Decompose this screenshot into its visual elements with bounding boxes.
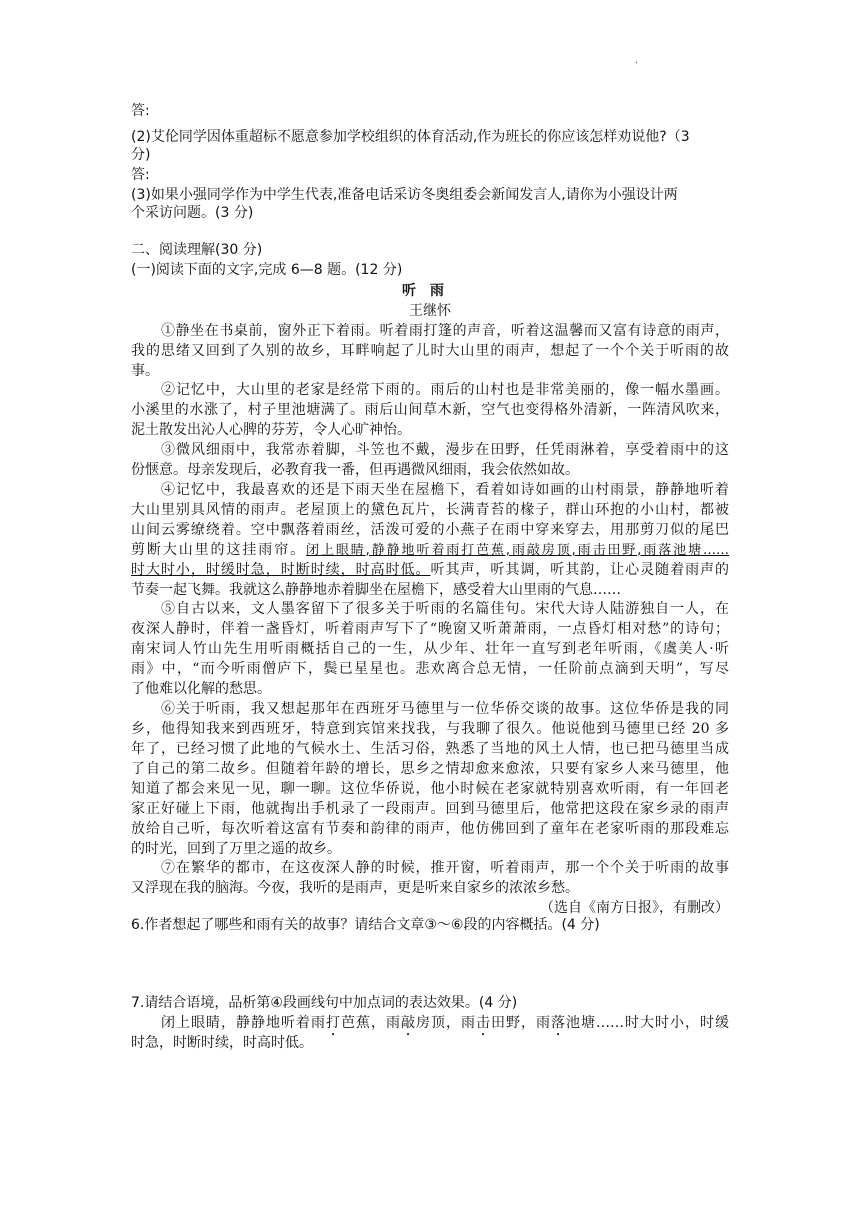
paragraph-2-line: 泥土散发出沁人心脾的芬芳，令人心旷神怡。	[131, 422, 411, 438]
paragraph-4-line: 剪断大山里的这挂雨帘。闭上眼睛,静静地听着雨打芭蕉,雨敲房顶,雨击田野,雨落池塘……	[131, 542, 730, 558]
answer-label: 答:	[131, 103, 150, 119]
article-title: 听雨	[402, 283, 458, 299]
emphasis-word: 落	[551, 1015, 566, 1031]
article-author: 王继怀	[409, 303, 451, 319]
emphasis-word: 打	[326, 1015, 341, 1031]
paragraph-4-line: 节奏一起飞舞。我就这么静静地赤着脚坐在屋檐下，感受着大山里雨的气息……	[131, 582, 621, 598]
answer-label: 答:	[131, 167, 150, 183]
paragraph-5-line: 南宋词人竹山先生用听雨概括自己的一生，从少年、壮年一直写到老年听雨，《虞美人·听	[131, 641, 729, 657]
paragraph-5-line: 了他难以化解的愁思。	[131, 681, 271, 697]
paragraph-6-line: 知道了都会来见一见，聊一聊。这位华侨说，他小时候在老家就特别喜欢听雨，有一年回老	[131, 781, 729, 797]
paragraph-2-line: ②记忆中，大山里的老家是经常下雨的。雨后的山村也是非常美丽的，像一幅水墨画。	[161, 382, 729, 398]
underlined-sentence: 闭上眼睛,静静地听着雨打芭蕉,雨敲房顶,雨击田野,雨落池塘……	[306, 543, 730, 558]
section-subheading: (一)阅读下面的文字,完成 6—8 题。(12 分)	[131, 262, 403, 278]
question-7-quote-line: 闭上眼睛，静静地听着雨打芭蕉，雨敲房顶，雨击田野，雨落池塘……时大时小，时缓	[161, 1015, 729, 1031]
underlined-sentence: 时大时小，时缓时急，时断时续，时高时低。	[131, 562, 431, 578]
paragraph-6-line: 家正好碰上下雨，他就掏出手机录了一段雨声。回到马德里后，他常把这段在家乡录的雨声	[131, 801, 729, 817]
paragraph-6-line: 乡，他得知我来到西班牙，特意到宾馆来找我，与我聊了很久。他说他到马德里已经 20 多	[131, 721, 729, 737]
paragraph-6-line: ⑥关于听雨，我又想起那年在西班牙马德里与一位华侨交谈的故事。这位华侨是我的同	[161, 701, 729, 717]
question-2-line-1: (2)艾伦同学因体重超标不愿意参加学校组织的体育活动,作为班长的你应该怎样劝说他?（3	[131, 129, 690, 145]
paragraph-4-line: 大山里别具风情的雨声。老屋顶上的黛色瓦片，长满青苔的椽子，群山环抱的小山村，都被	[131, 502, 729, 518]
paragraph-7-line: 又浮现在我的脑海。今夜，我听的是雨声，更是听来自家乡的浓浓乡愁。	[131, 880, 579, 896]
paragraph-1-line: ①静坐在书桌前，窗外正下着雨。听着雨打篷的声音，听着这温馨而又富有诗意的雨声，	[161, 323, 729, 339]
article-source: （选自《南方日报》，有删改）	[540, 900, 729, 916]
paragraph-3-line: ③微风细雨中，我常赤着脚，斗笠也不戴，漫步在田野，任凭雨淋着，享受着雨中的这	[161, 442, 729, 458]
question-3-line-1: (3)如果小强同学作为中学生代表,准备电话采访冬奥组委会新闻发言人,请你为小强设计两	[131, 187, 678, 203]
paragraph-1-line: 我的思绪又回到了久别的故乡，耳畔响起了儿时大山里的雨声，想起了一个个关于听雨的故	[131, 343, 729, 359]
paragraph-2-line: 小溪里的水涨了，村子里池塘满了。雨后山间草木新，空气也变得格外清新，一阵清风吹来，	[131, 402, 729, 418]
emphasis-word: 击	[476, 1015, 491, 1031]
exam-page: · 答: (2)艾伦同学因体重超标不愿意参加学校组织的体育活动,作为班长的你应该怎样劝说他?（3 分) 答: (3)如果小强同学作为中学生代表,准备电话采访冬奥组委会新闻发言人,请你为小强设计两 个采访问题。(3 分) 二、阅读理解(30 分) (一)阅读下面的文字,完成 6—8 题。(12 分) 听雨 王继怀 ①静坐在书桌前，窗外正下着雨。听着雨打篷的声音，听着这温馨而又富有诗意的雨声， 我的思绪又回到了久别的故乡，耳畔响起了儿时大山里的雨声，想起了一个个关于听雨的故 事。 ②记忆中，大山里的老家是经常下雨的。雨后的山村也是非常美丽的，像一幅水墨画。 小溪里的水涨了，村子里池塘满了。雨后山间草木新，空气也变得格外清新，一阵清风吹来， 泥土散发出沁人心脾的芬芳，令人心旷神怡。 ③微风细雨中，我常赤着脚，斗笠也不戴，漫步在田野，任凭雨淋着，享受着雨中的这 份惬意。母亲发现后，必教育我一番，但再遇微风细雨，我会依然如故。 ④记忆中，我最喜欢的还是下雨天坐在屋檐下，看着如诗如画的山村雨景，静静地听着 大山里别具风情的雨声。老屋顶上的黛色瓦片，长满青苔的椽子，群山环抱的小山村，都被 山间云雾缭绕着。空中飘落着雨丝，活泼可爱的小燕子在雨中穿来穿去，用那剪刀似的尾巴 剪断大山里的这挂雨帘。闭上眼睛,静静地听着雨打芭蕉,雨敲房顶,雨击田野,雨落池塘…… 时大时小，时缓时急，时断时续，时高时低。听其声，听其调，听其韵，让心灵随着雨声的 节奏一起飞舞。我就这么静静地赤着脚坐在屋檐下，感受着大山里雨的气息…… ⑤自古以来，文人墨客留下了很多关于听雨的名篇佳句。宋代大诗人陆游独自一人，在 夜深人静时，伴着一盏昏灯，听着雨声写下了“晚窗又听萧萧雨，一点昏灯相对愁”的诗句； 南宋词人竹山先生用听雨概括自己的一生，从少年、壮年一直写到老年听雨，《虞美人·听 雨》中，“而今听雨僧庐下，鬓已星星也。悲欢离合总无情，一任阶前点滴到天明”，写尽 了他难以化解的愁思。 ⑥关于听雨，我又想起那年在西班牙马德里与一位华侨交谈的故事。这位华侨是我的同 乡，他得知我来到西班牙，特意到宾馆来找我，与我聊了很久。他说他到马德里已经 20 多 年了，已经习惯了此地的气候水土、生活习俗，熟悉了当地的风土人情，也已把马德里当成 了自己的第二故乡。但随着年龄的增长，思乡之情却愈来愈浓，只要有家乡人来马德里，他 知道了都会来见一见，聊一聊。这位华侨说，他小时候在老家就特别喜欢听雨，有一年回老 家正好碰上下雨，他就掏出手机录了一段雨声。回到马德里后，他常把这段在家乡录的雨声 放给自己听，每次听着这富有节奏和韵律的雨声，他仿佛回到了童年在老家听雨的那段难忘 的时光，回到了万里之遥的故乡。 ⑦在繁华的都市，在这夜深人静的时候，推开窗，听着雨声，那一个个关于听雨的故事 又浮现在我的脑海。今夜，我听的是雨声，更是听来自家乡的浓浓乡愁。 （选自《南方日报》，有删改） 6.作者想起了哪些和雨有关的故事？请结合文章③～⑥段的内容概括。(4 分) 7.请结合语境，品析第④段画线句中加点词的表达效果。(4 分) 闭上眼睛，静静地听着雨打芭蕉，雨敲房顶，雨击田野，雨落池塘……时大时小，时缓 时急，时断时续，时高时低。	[131, 58, 730, 1051]
paragraph-6-line: 的时光，回到了万里之遥的故乡。	[131, 841, 341, 857]
paragraph-5-line: ⑤自古以来，文人墨客留下了很多关于听雨的名篇佳句。宋代大诗人陆游独自一人，在	[161, 601, 729, 617]
paragraph-7-line: ⑦在繁华的都市，在这夜深人静的时候，推开窗，听着雨声，那一个个关于听雨的故事	[161, 860, 729, 876]
paragraph-4-line: 时大时小，时缓时急，时断时续，时高时低。听其声，听其调，听其韵，让心灵随着雨声的	[131, 562, 730, 578]
paragraph-6-line: 年了，已经习惯了此地的气候水土、生活习俗，熟悉了当地的风土人情，也已把马德里当成	[131, 741, 729, 757]
paragraph-5-line: 雨》中，“而今听雨僧庐下，鬓已星星也。悲欢离合总无情，一任阶前点滴到天明”，写尽	[131, 661, 729, 677]
paragraph-1-line: 事。	[131, 363, 159, 379]
question-2-line-2: 分)	[131, 147, 151, 163]
question-7: 7.请结合语境，品析第④段画线句中加点词的表达效果。(4 分)	[131, 995, 518, 1011]
question-7-quote-line: 时急，时断时续，时高时低。	[131, 1035, 313, 1051]
paragraph-5-line: 夜深人静时，伴着一盏昏灯，听着雨声写下了“晚窗又听萧萧雨，一点昏灯相对愁”的诗句；	[131, 621, 729, 637]
section-heading: 二、阅读理解(30 分)	[131, 242, 263, 258]
paragraph-4-line: 山间云雾缭绕着。空中飘落着雨丝，活泼可爱的小燕子在雨中穿来穿去，用那剪刀似的尾巴	[131, 522, 729, 538]
paragraph-6-line: 了自己的第二故乡。但随着年龄的增长，思乡之情却愈来愈浓，只要有家乡人来马德里，他	[131, 761, 729, 777]
emphasis-word: 敲	[401, 1015, 416, 1031]
paragraph-6-line: 放给自己听，每次听着这富有节奏和韵律的雨声，他仿佛回到了童年在老家听雨的那段难忘	[131, 821, 729, 837]
paragraph-3-line: 份惬意。母亲发现后，必教育我一番，但再遇微风细雨，我会依然如故。	[131, 462, 579, 478]
question-3-line-2: 个采访问题。(3 分)	[131, 205, 254, 221]
question-6: 6.作者想起了哪些和雨有关的故事？请结合文章③～⑥段的内容概括。(4 分)	[131, 917, 600, 933]
paragraph-4-line: ④记忆中，我最喜欢的还是下雨天坐在屋檐下，看着如诗如画的山村雨景，静静地听着	[161, 482, 729, 498]
